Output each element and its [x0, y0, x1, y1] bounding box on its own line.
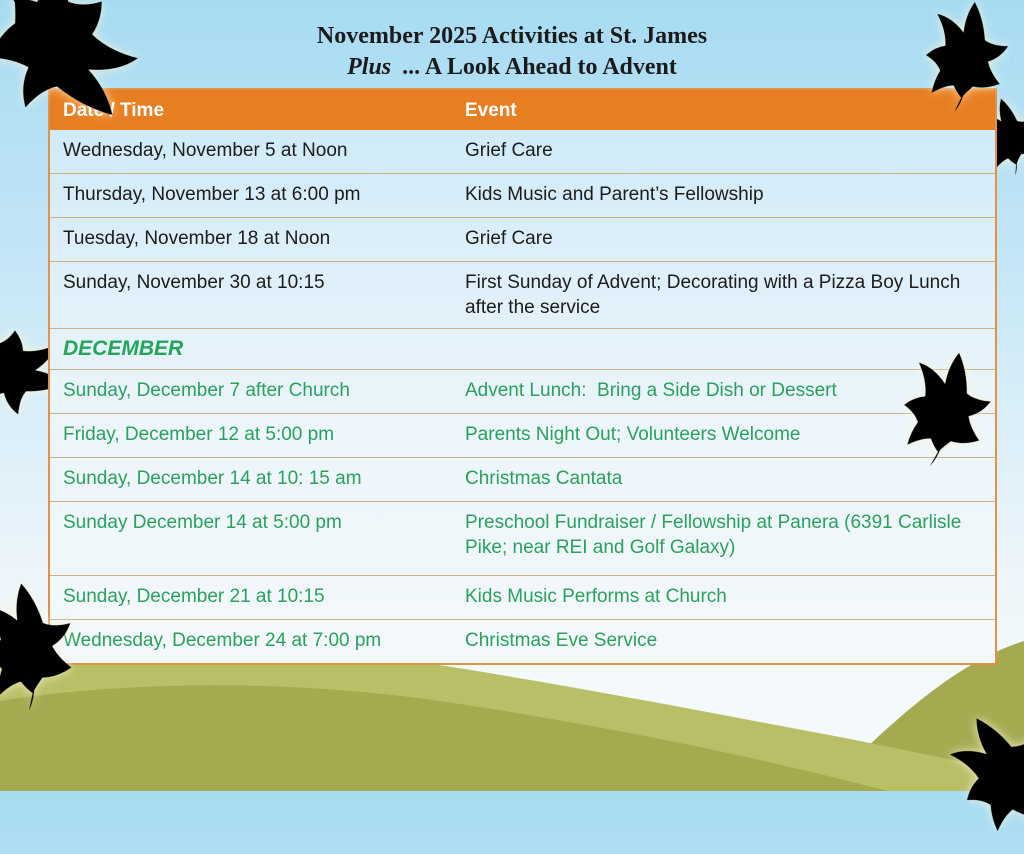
table-row: [50, 173, 995, 217]
date-cell: Sunday, December 7 after Church: [63, 380, 350, 401]
date-cell: Thursday, November 13 at 6:00 pm: [63, 184, 361, 205]
date-cell: Wednesday, December 24 at 7:00 pm: [63, 630, 382, 651]
event-cell: Christmas Eve Service: [465, 630, 658, 651]
event-cell: Christmas Cantata: [465, 468, 623, 489]
event-cell: Grief Care: [465, 140, 553, 161]
date-cell: Sunday, December 21 at 10:15: [63, 586, 325, 607]
section-label-december: DECEMBER: [63, 337, 184, 360]
column-header-date-time: Date / Time: [63, 99, 165, 121]
event-cell: Advent Lunch: Bring a Side Dish or Dessert: [465, 380, 837, 401]
table-row: [50, 575, 995, 619]
event-cell: Preschool Fundraiser / Fellowship at Panera (6391 Carlisle Pike; near REI and Golf Galaxy): [465, 512, 967, 558]
date-cell: Sunday December 14 at 5:00 pm: [63, 512, 342, 533]
table-row: [50, 369, 995, 413]
date-cell: Sunday, November 30 at 10:15: [63, 272, 325, 293]
date-cell: Wednesday, November 5 at Noon: [63, 140, 348, 161]
date-cell: Friday, December 12 at 5:00 pm: [63, 424, 335, 445]
event-cell: Kids Music Performs at Church: [465, 586, 727, 607]
orange-maple-leaf-icon: [919, 0, 1018, 118]
table-row: [50, 261, 995, 328]
event-cell: Grief Care: [465, 228, 553, 249]
table-row: [50, 619, 995, 663]
table-row: [50, 413, 995, 457]
event-cell: Parents Night Out; Volunteers Welcome: [465, 424, 801, 445]
section-header-row: [50, 328, 995, 369]
table-row: [50, 217, 995, 261]
table-header-row: [50, 90, 995, 130]
event-cell: Kids Music and Parent’s Fellowship: [465, 184, 764, 205]
date-cell: Sunday, December 14 at 10: 15 am: [63, 468, 362, 489]
subtitle-plus: Plus: [347, 54, 392, 80]
subtitle-rest: ... A Look Ahead to Advent: [402, 54, 677, 80]
schedule-table: [48, 88, 997, 665]
event-cell: First Sunday of Advent; Decorating with a Pizza Boy Lunch after the service: [465, 272, 966, 318]
column-header-event: Event: [465, 99, 517, 121]
table-row: [50, 130, 995, 173]
table-row: [50, 501, 995, 575]
page-title: November 2025 Activities at St. James: [316, 23, 708, 49]
table-row: [50, 457, 995, 501]
date-cell: Tuesday, November 18 at Noon: [63, 228, 331, 249]
